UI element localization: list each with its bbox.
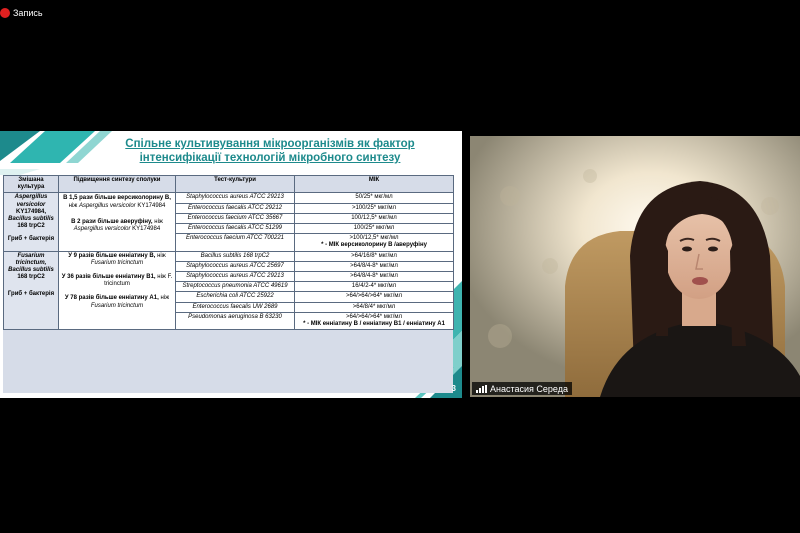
culture-cell-1 — [4, 193, 59, 251]
test-culture-cell: Enterococcus faecium ATCC 700221 — [176, 234, 295, 251]
participant-name: Анастасия Середа — [490, 383, 568, 394]
mic-cell: >100/25* мкг/мл — [295, 203, 454, 213]
test-culture-cell: Enterococcus faecium ATCC 35667 — [176, 213, 295, 223]
header-mic: МІК — [295, 176, 454, 193]
culture-species: Bacillus subtilis — [8, 216, 54, 223]
mic-cell — [295, 234, 454, 251]
header-culture: Змішана культура — [4, 176, 59, 193]
table-row — [4, 193, 454, 203]
participant-video-frame — [470, 136, 800, 397]
test-culture-cell: Staphylococcus aureus ATCC 25697 — [176, 261, 295, 271]
mic-value: >100/12,5* мкг/мл — [349, 235, 399, 242]
test-culture-cell: Streptococcus pneumonia ATCC 49619 — [176, 282, 295, 292]
synthesis-text: KY174984 — [130, 226, 161, 233]
test-culture-cell: Staphylococcus aureus ATCC 29213 — [176, 193, 295, 203]
mic-cell: 100/12,5* мкг/мл — [295, 213, 454, 223]
synthesis-species: Aspergillus versicolor — [78, 202, 136, 209]
culture-species: Bacillus subtilis — [8, 267, 54, 274]
mic-footnote: * - МІК версиколорину В /авеpуфіну — [321, 242, 427, 249]
header-synthesis: Підвищення синтезу сполуки — [59, 176, 176, 193]
culture-strain: KY174984, — [15, 208, 47, 215]
culture-species: Fusarium tricinctum, — [15, 252, 47, 266]
results-table-container — [3, 175, 453, 393]
culture-strain: 168 trpC2 — [17, 223, 45, 230]
participant-video-tile[interactable] — [470, 136, 800, 397]
mic-cell: 50/25* мкг/мл — [295, 193, 454, 203]
test-culture-cell: Enterococcus faecalis ATCC 29212 — [176, 203, 295, 213]
mic-cell: >64/>64/>64* мкг/мл — [295, 292, 454, 302]
synthesis-species: Fusarium tricinctum — [90, 259, 144, 266]
mic-cell: >64/8/4-8* мкг/мл — [295, 272, 454, 282]
synthesis-text: У 36 разів більше енніатину В1, — [61, 274, 156, 281]
culture-strain: 168 trpC2 — [17, 274, 45, 281]
record-dot-icon — [0, 8, 10, 18]
synthesis-text: У 9 разів більше енніатину В, — [68, 252, 156, 259]
slide-title — [100, 137, 440, 165]
slide-page-number: 3 — [451, 384, 456, 393]
participant-name-tag — [472, 382, 572, 395]
synthesis-text: У 78 разів більше енніатину А1, — [64, 295, 159, 302]
synthesis-text: В 1,5 рази більше версиколорину В, — [63, 195, 171, 202]
test-culture-cell: Staphylococcus aureus ATCC 29213 — [176, 272, 295, 282]
synthesis-species: Aspergillus versicolor — [73, 226, 131, 233]
table-header-row — [4, 176, 454, 193]
slide-title-line-2: інтенсифікації технологій мікробного синтезу — [139, 152, 401, 164]
synthesis-species: Fusarium tricinctum — [90, 302, 144, 309]
results-table — [3, 175, 454, 330]
test-culture-cell: Escherichia coli ATCC 25922 — [176, 292, 295, 302]
synthesis-cell-2 — [59, 251, 176, 330]
table-row — [4, 251, 454, 261]
culture-cell-2 — [4, 251, 59, 330]
culture-type: Гриб + бактерія — [7, 291, 55, 298]
synthesis-text: ніж — [68, 202, 79, 209]
test-culture-cell: Bacillus subtilis 168 trpC2 — [176, 251, 295, 261]
mic-cell: >64/16/8* мкг/мл — [295, 251, 454, 261]
mic-cell: 16/4/2-4* мкг/мл — [295, 282, 454, 292]
slide-title-line-1: Спільне культивування мікроорганізмів як фактор — [125, 138, 415, 150]
test-culture-cell: Enterococcus faecalis ATCC 51299 — [176, 224, 295, 234]
test-culture-cell: Pseudomonas aeruginosa B 63230 — [176, 312, 295, 329]
recording-indicator[interactable] — [0, 6, 43, 20]
header-test-cultures: Тест-культури — [176, 176, 295, 193]
synthesis-cell-1 — [59, 193, 176, 251]
synthesis-text: KY174984 — [135, 202, 166, 209]
synthesis-text: В 2 рази більше аверуфіну, — [71, 218, 153, 225]
synthesis-text: ніж — [152, 218, 163, 225]
mic-value: >64/>64/>64* мкг/мл — [345, 313, 403, 320]
test-culture-cell: Enterococcus faecalis UW 2689 — [176, 302, 295, 312]
culture-type: Гриб + бактерія — [7, 236, 55, 243]
mic-footnote: * - МІК енніатину В / енніатину В1 / енніатину А1 — [303, 321, 445, 328]
mic-cell — [295, 312, 454, 329]
mic-cell: 100/25* мкг/мл — [295, 224, 454, 234]
audio-level-icon — [476, 385, 487, 393]
recording-label: Запись — [13, 8, 43, 18]
synthesis-text: ніж — [158, 295, 170, 302]
mic-cell: >64/8/4* мкг/мл — [295, 302, 454, 312]
shared-slide — [0, 131, 462, 398]
synthesis-text: ніж — [155, 252, 166, 259]
synthesis-text: ніж F. tricinctum — [104, 274, 173, 288]
mic-cell: >64/8/4-8* мкг/мл — [295, 261, 454, 271]
culture-species: Aspergillus versicolor — [14, 194, 48, 208]
